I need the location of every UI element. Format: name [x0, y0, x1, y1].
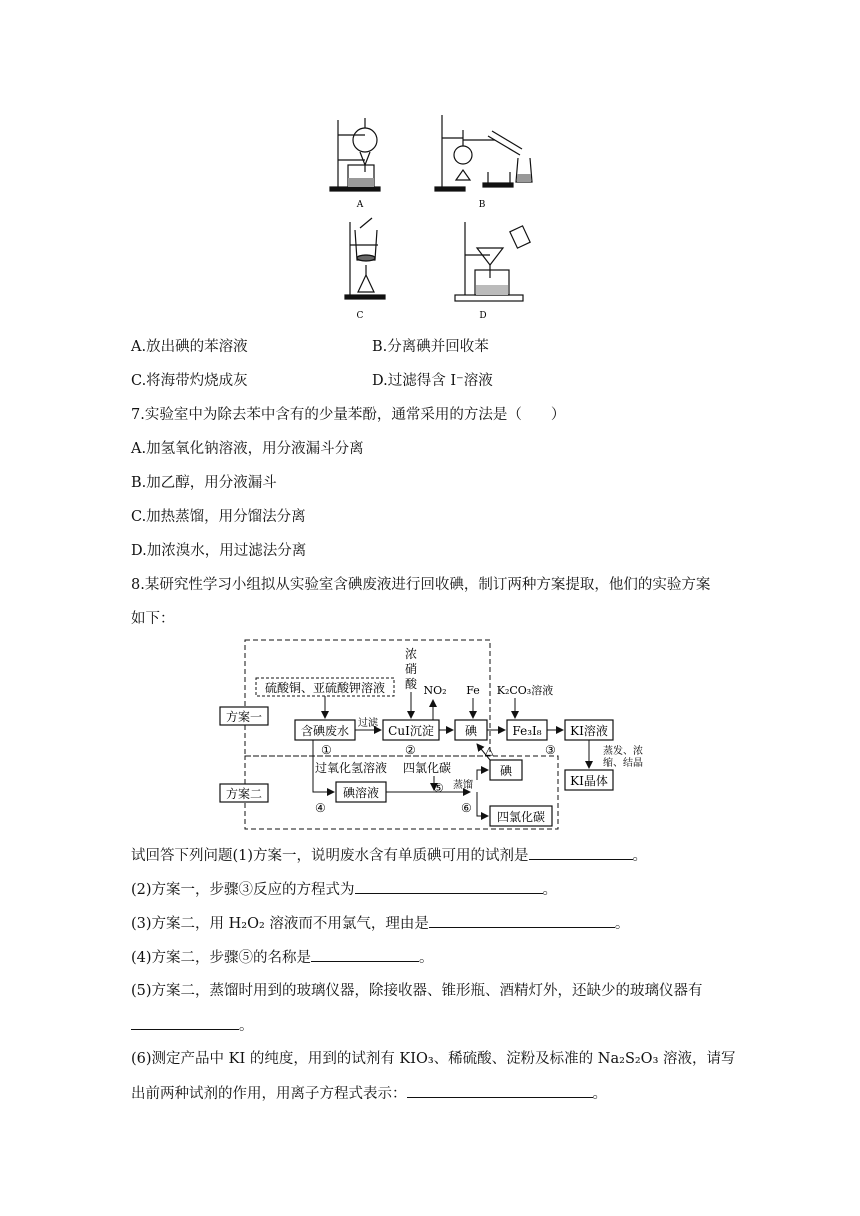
- q8-stem: 8.某研究性学习小组拟从实验室含碘废液进行回收碘，制订两种方案提取，他们的实验方案: [131, 577, 711, 593]
- step-3: ③: [545, 743, 556, 757]
- hno3-2: 硝: [404, 662, 418, 676]
- k2co3-label: K₂CO₃溶液: [496, 684, 554, 697]
- q8-sub-5: (5)方案二，蒸馏时用到的玻璃仪器，除接收器、锥形瓶、酒精灯外，还缺少的玻璃仪器有: [131, 983, 703, 999]
- q6-option-c: C.将海带灼烧成灰: [131, 373, 248, 389]
- q7-stem: 7.实验室中为除去苯中含有的少量苯酚，通常采用的方法是（ ）: [131, 407, 566, 423]
- no2-label: NO₂: [423, 684, 447, 697]
- q8-stem-cont: 如下：: [131, 611, 175, 627]
- hno3-1: 浓: [404, 647, 418, 661]
- iodine-box: 碘: [464, 724, 478, 738]
- step-2: ②: [405, 743, 416, 757]
- ki-solution-box: KI溶液: [570, 724, 608, 738]
- step-1: ①: [321, 743, 332, 757]
- fe-label: Fe: [466, 684, 480, 697]
- iodine2-box: 碘: [499, 764, 513, 778]
- q6-option-a: A.放出碘的苯溶液: [131, 339, 248, 355]
- apparatus-figure: [320, 110, 560, 330]
- q7-option-d: D.加浓溴水，用过滤法分离: [131, 543, 307, 559]
- q7-option-b: B.加乙醇，用分液漏斗: [131, 475, 277, 491]
- hno3-3: 酸: [404, 677, 418, 691]
- plan1-label: 方案一: [225, 710, 263, 724]
- step-5: ⑤: [433, 781, 444, 795]
- ccl4-label: 四氯化碳: [403, 761, 452, 775]
- label-b: B: [478, 200, 486, 210]
- evap-1: 蒸发、浓: [603, 746, 643, 757]
- q8-sub-2: (2)方案一，步骤③反应的方程式为 。: [131, 879, 557, 900]
- h2o2-label: 过氧化氢溶液: [315, 761, 388, 775]
- step-4: ④: [315, 801, 326, 815]
- q8-sub-1: 试回答下列问题(1)方案一，说明废水含有单质碘可用的试剂是 。: [131, 845, 647, 866]
- q8-sub-4: (4)方案二，步骤⑤的名称是 。: [131, 947, 434, 968]
- q6-option-d: D.过滤得含 I⁻溶液: [372, 373, 493, 389]
- evap-2: 缩、结晶: [603, 758, 643, 769]
- apparatus-a: [330, 118, 380, 191]
- q8-sub-6: (6)测定产品中 KI 的纯度，用到的试剂有 KIO₃、稀硫酸、淀粉及标准的 Na₂S₂O₃ 溶液，请写: [131, 1051, 736, 1067]
- iodine-solution-box: 碘溶液: [342, 786, 380, 800]
- ccl4-box: 四氯化碳: [496, 810, 546, 824]
- apparatus-d: [455, 222, 530, 301]
- q7-option-c: C.加热蒸馏，用分馏法分离: [131, 509, 306, 525]
- cui-box: CuI沉淀: [388, 724, 434, 738]
- label-a: A: [356, 200, 364, 210]
- top-reagent-label: 硫酸铜、亚硫酸钾溶液: [264, 681, 386, 695]
- filter-label: 过滤: [358, 718, 378, 729]
- ki-crystal-box: KI晶体: [570, 774, 608, 788]
- q6-option-b: B.分离碘并回收苯: [372, 339, 489, 355]
- delta-label: △: [485, 744, 494, 757]
- q8-sub-5-blank: 。: [131, 1015, 254, 1036]
- distill-label: 蒸馏: [453, 780, 473, 791]
- apparatus-c: [345, 218, 385, 299]
- plan2-label: 方案二: [225, 787, 263, 801]
- plan1-region: [245, 640, 490, 756]
- label-c: C: [356, 311, 364, 321]
- label-d: D: [479, 311, 487, 321]
- waste-box: 含碘废水: [300, 724, 350, 738]
- step-6: ⑥: [461, 801, 472, 815]
- q7-option-a: A.加氢氧化钠溶液，用分液漏斗分离: [131, 441, 364, 457]
- fe3i8-box: Fe₃I₈: [512, 724, 542, 738]
- apparatus-b: [435, 115, 532, 191]
- q8-sub-6-cont: 出前两种试剂的作用，用离子方程式表示： 。: [131, 1083, 607, 1104]
- q8-sub-3: (3)方案二，用 H₂O₂ 溶液而不用氯气，理由是 。: [131, 913, 629, 934]
- flowchart: [215, 632, 675, 832]
